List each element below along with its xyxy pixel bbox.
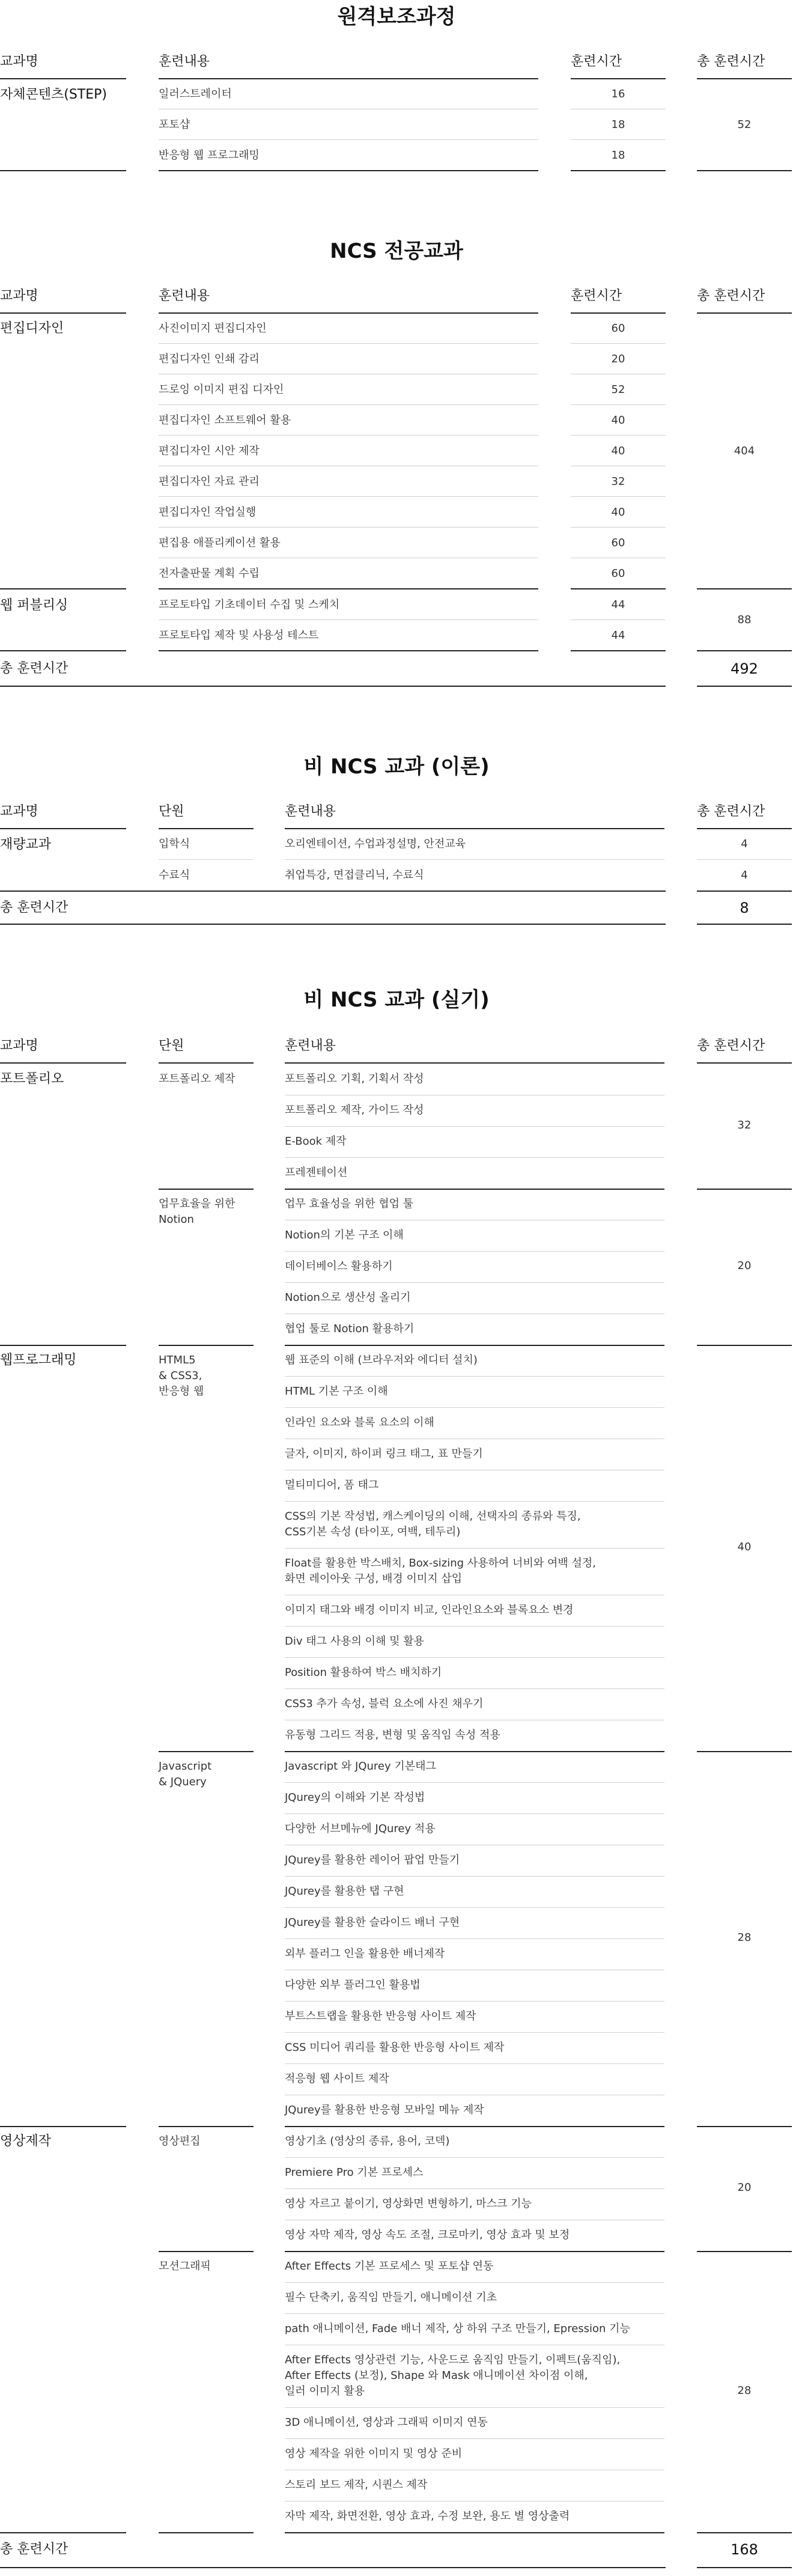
total-hours-cell: 404 <box>734 445 755 457</box>
content-cell: 업무 효율성을 위한 협업 툴 <box>285 1198 414 1210</box>
content-cell: 일러스트레이터 <box>159 88 232 100</box>
grand-total-value: 492 <box>731 660 758 677</box>
content-cell: 취업특강, 면접클리닉, 수료식 <box>285 869 424 882</box>
header-course: 교과명 <box>0 288 38 303</box>
grand-total-divider <box>0 2567 666 2568</box>
hours-cell: 60 <box>611 537 625 549</box>
content-cell: 다양한 외부 플러그인 활용법 <box>285 1979 421 1991</box>
content-cell: Notion의 기본 구조 이해 <box>285 1229 404 1241</box>
course-name: 영상제작 <box>0 2134 52 2149</box>
row-divider <box>285 1907 664 1908</box>
unit-divider <box>697 2251 792 2252</box>
unit-cell: 모션그래픽 <box>159 2260 211 2273</box>
content-cell: Div 태그 사용의 이해 및 활용 <box>285 1635 425 1648</box>
unit-divider <box>697 1751 792 1752</box>
hours-cell: 60 <box>611 322 625 335</box>
content-cell: 편집디자인 작업실행 <box>159 506 257 519</box>
content-cell: 협업 툴로 Notion 활용하기 <box>285 1323 415 1335</box>
unit-cell: 업무효율을 위한 Notion <box>159 1198 235 1226</box>
content-cell: 포트폴리오 기획, 기획서 작성 <box>285 1073 424 1085</box>
hours-cell: 40 <box>611 445 625 457</box>
content-cell: Notion으로 생산성 올리기 <box>285 1291 411 1304</box>
section-title-remote: 원격보조과정 <box>337 5 456 29</box>
content-cell: 포트폴리오 제작, 가이드 작성 <box>285 1104 424 1116</box>
content-cell: 편집디자인 자료 관리 <box>159 475 260 488</box>
total-hours-cell: 20 <box>737 2181 752 2194</box>
row-divider <box>285 1626 664 1627</box>
content-cell: 프로토타입 제작 및 사용성 테스트 <box>159 629 319 642</box>
content-cell: 스토리 보드 제작, 시퀀스 제작 <box>285 2479 428 2491</box>
unit-divider <box>285 1189 664 1190</box>
content-cell: 편집디자인 소프트웨어 활용 <box>159 414 291 427</box>
content-cell: 영상 자막 제작, 영상 속도 조절, 크로마키, 영상 효과 및 보정 <box>285 2229 570 2241</box>
content-cell: Position 활용하여 박스 배치하기 <box>285 1666 442 1679</box>
unit-divider <box>697 1189 792 1190</box>
header-total: 총 훈련시간 <box>697 54 765 69</box>
header-total: 총 훈련시간 <box>697 288 765 303</box>
content-cell: 포토샵 <box>159 118 190 131</box>
content-cell: Premiere Pro 기본 프로세스 <box>285 2166 424 2179</box>
content-cell: 적응형 웹 사이트 제작 <box>285 2072 389 2085</box>
hours-cell: 60 <box>611 567 625 580</box>
unit-divider <box>285 2251 664 2252</box>
row-divider <box>285 2282 664 2283</box>
content-cell: 프로토타입 기초데이터 수집 및 스케치 <box>159 598 340 611</box>
unit-cell: HTML5 & CSS3, 반응형 웹 <box>159 1354 204 1398</box>
content-cell: JQurey를 활용한 슬라이드 배너 구현 <box>285 1916 460 1929</box>
content-cell: After Effects 영상관련 기능, 사운드로 움직임 만들기, 이펙트(움직임), After Effects (보정), Shape 와 Mask 애니메이션 차이점 이해, 일러 이미지 활용 <box>285 2354 621 2398</box>
total-hours-cell: 52 <box>737 118 752 131</box>
content-cell: 영상기초 (영상의 종류, 용어, 코덱) <box>285 2135 450 2148</box>
content-cell: 영상 제작을 위한 이미지 및 영상 준비 <box>285 2447 463 2460</box>
row-divider <box>285 1251 664 1252</box>
content-cell: JQurey를 활용한 탭 구현 <box>285 1885 404 1898</box>
content-cell: 전자출판물 계획 수립 <box>159 567 260 580</box>
header-course: 교과명 <box>0 1038 38 1053</box>
grand-total-label: 총 훈련시간 <box>0 900 68 915</box>
header-hours: 훈련시간 <box>571 54 622 69</box>
grand-total-label: 총 훈련시간 <box>0 661 68 676</box>
content-cell: 자막 제작, 화면전환, 영상 효과, 수정 보완, 용도 별 영상출력 <box>285 2510 570 2523</box>
course-divider <box>0 1345 126 1346</box>
hours-cell: 18 <box>611 149 625 162</box>
unit-divider <box>697 2126 792 2127</box>
content-cell: Javascript 와 JQurey 기본태그 <box>285 1760 436 1773</box>
content-cell: After Effects 기본 프로세스 및 포토샵 연동 <box>285 2260 494 2273</box>
content-cell: 인라인 요소와 블록 요소의 이해 <box>285 1416 434 1429</box>
content-cell: 유동형 그리드 적용, 변형 및 움직임 속성 적용 <box>285 1729 500 1741</box>
course-name: 포트폴리오 <box>0 1071 64 1086</box>
total-hours-cell: 28 <box>737 1931 752 1944</box>
unit-divider <box>159 2251 254 2252</box>
content-cell: 편집용 애플리케이션 활용 <box>159 537 281 549</box>
unit-cell: 영상편집 <box>159 2135 201 2148</box>
content-cell: JQurey의 이해와 기본 작성법 <box>285 1791 425 1804</box>
course-divider <box>0 2126 126 2127</box>
header-total: 총 훈련시간 <box>697 804 765 819</box>
content-cell: JQurey를 활용한 레이어 팝업 만들기 <box>285 1854 460 1866</box>
row-divider <box>285 2313 664 2314</box>
content-cell: 다양한 서브메뉴에 JQurey 적용 <box>285 1822 436 1835</box>
row-divider <box>285 1782 664 1783</box>
header-content: 훈련내용 <box>285 1038 336 1053</box>
hours-cell: 20 <box>611 353 625 365</box>
hours-cell: 4 <box>741 869 748 882</box>
content-cell: 글자, 이미지, 하이퍼 링크 태그, 표 만들기 <box>285 1448 483 1460</box>
row-divider <box>285 1688 664 1689</box>
content-cell: 필수 단축키, 움직임 만들기, 애니메이션 기초 <box>285 2291 497 2304</box>
unit-divider <box>159 1189 254 1190</box>
content-cell: 멀티미디어, 폼 태그 <box>285 1479 379 1491</box>
content-cell: Float를 활용한 박스배치, Box-sizing 사용하여 너비와 여백 설정, 화면 레이아웃 구성, 배경 이미지 삽입 <box>285 1557 596 1585</box>
hours-cell: 40 <box>611 414 625 427</box>
row-divider <box>285 1126 664 1127</box>
header-content: 훈련내용 <box>159 288 210 303</box>
row-divider <box>285 2188 664 2189</box>
header-unit: 단원 <box>159 804 184 819</box>
content-cell: E-Book 제작 <box>285 1135 347 1148</box>
course-name: 재량교과 <box>0 837 52 852</box>
content-cell: 웹 표준의 이해 (브라우저와 에디터 설치) <box>285 1354 478 1366</box>
content-cell: 반응형 웹 프로그래밍 <box>159 149 260 162</box>
header-course: 교과명 <box>0 54 38 69</box>
content-cell: JQurey를 활용한 반응형 모바일 메뉴 제작 <box>285 2104 484 2116</box>
content-cell: 드로잉 이미지 편집 디자인 <box>159 383 284 396</box>
row-divider <box>285 2407 664 2408</box>
unit-divider <box>697 1345 792 1346</box>
unit-divider <box>285 1345 664 1346</box>
unit-cell: 수료식 <box>159 869 190 882</box>
unit-divider <box>285 2126 664 2127</box>
unit-cell: 포트폴리오 제작 <box>159 1073 235 1085</box>
unit-divider <box>159 1345 254 1346</box>
row-divider <box>285 1657 664 1658</box>
hours-cell: 52 <box>611 383 625 396</box>
row-divider <box>285 2001 664 2002</box>
row-divider <box>285 1376 664 1377</box>
row-divider <box>285 1938 664 1939</box>
row-divider <box>285 1157 664 1158</box>
row-divider <box>285 2032 664 2033</box>
section-title-non-ncs-practice: 비 NCS 교과 (실기) <box>303 988 490 1012</box>
total-hours-cell: 40 <box>737 1541 752 1553</box>
hours-cell: 44 <box>611 629 625 642</box>
content-cell: path 애니메이션, Fade 배너 제작, 상 하위 구조 만들기, Epression 기능 <box>285 2322 630 2335</box>
content-cell: HTML 기본 구조 이해 <box>285 1385 388 1398</box>
row-divider <box>285 1501 664 1502</box>
hours-cell: 32 <box>611 475 625 488</box>
total-hours-cell: 20 <box>737 1259 752 1272</box>
content-cell: 사진이미지 편집디자인 <box>159 322 267 335</box>
content-cell: CSS의 기본 작성법, 캐스케이딩의 이해, 선택자의 종류와 특징, CSS기본 속성 (타이포, 여백, 테두리) <box>285 1510 581 1538</box>
content-cell: 이미지 태그와 배경 이미지 비교, 인라인요소와 블록요소 변경 <box>285 1604 574 1616</box>
section-title-ncs: NCS 전공교과 <box>330 239 463 263</box>
row-divider <box>285 1876 664 1877</box>
grand-total-value: 8 <box>740 900 749 916</box>
unit-divider <box>285 1751 664 1752</box>
total-hours-cell: 32 <box>737 1119 752 1131</box>
content-cell: 영상 자르고 붙이기, 영상화면 변형하기, 마스크 기능 <box>285 2197 532 2210</box>
row-divider <box>285 2063 664 2064</box>
content-cell: 3D 애니메이션, 영상과 그래픽 이미지 연동 <box>285 2416 488 2429</box>
header-hours: 훈련시간 <box>571 288 622 303</box>
section-title-non-ncs-theory: 비 NCS 교과 (이론) <box>303 755 490 779</box>
grand-total-label: 총 훈련시간 <box>0 2542 68 2557</box>
total-hours-cell: 88 <box>737 614 752 626</box>
row-divider <box>285 1282 664 1283</box>
unit-divider <box>159 2532 254 2533</box>
content-cell: 오리엔테이션, 수업과정설명, 안전교육 <box>285 838 466 850</box>
header-unit: 단원 <box>159 1038 184 1053</box>
grand-total-divider <box>697 2567 792 2568</box>
header-total: 총 훈련시간 <box>697 1038 765 1053</box>
hours-cell: 18 <box>611 118 625 131</box>
grand-total-value: 168 <box>731 2541 758 2558</box>
content-cell: 편집디자인 인쇄 감리 <box>159 353 260 365</box>
header-course: 교과명 <box>0 804 38 819</box>
total-hours-cell: 28 <box>737 2384 752 2397</box>
unit-divider <box>285 2532 664 2533</box>
content-cell: CSS 미디어 쿼리를 활용한 반응형 사이트 제작 <box>285 2041 505 2054</box>
row-divider <box>285 2157 664 2158</box>
content-cell: 부트스트랩을 활용한 반응형 사이트 제작 <box>285 2010 476 2023</box>
row-divider <box>285 1407 664 1408</box>
hours-cell: 16 <box>611 88 625 100</box>
unit-cell: 입학식 <box>159 838 190 850</box>
unit-divider <box>159 1751 254 1752</box>
header-content: 훈련내용 <box>159 54 210 69</box>
course-name: 자체콘텐츠(STEP) <box>0 87 107 102</box>
unit-divider <box>697 2532 792 2533</box>
course-name: 웹프로그래밍 <box>0 1353 77 1368</box>
content-cell: 편집디자인 시안 제작 <box>159 445 260 457</box>
content-cell: 외부 플러그 인을 활용한 배너제작 <box>285 1947 445 1960</box>
row-divider <box>285 2438 664 2439</box>
header-content: 훈련내용 <box>285 804 336 819</box>
course-name: 편집디자인 <box>0 321 64 336</box>
row-divider <box>285 1813 664 1814</box>
course-divider <box>0 2532 126 2533</box>
content-cell: CSS3 추가 속성, 블럭 요소에 사진 채우기 <box>285 1698 484 1710</box>
unit-divider <box>159 2126 254 2127</box>
hours-cell: 44 <box>611 598 625 611</box>
course-name: 웹 퍼블리싱 <box>0 598 68 613</box>
content-cell: 데이터베이스 활용하기 <box>285 1260 393 1273</box>
content-cell: 프레젠테이션 <box>285 1166 348 1179</box>
unit-cell: Javascript & JQuery <box>159 1760 212 1788</box>
hours-cell: 40 <box>611 506 625 519</box>
hours-cell: 4 <box>741 838 748 850</box>
